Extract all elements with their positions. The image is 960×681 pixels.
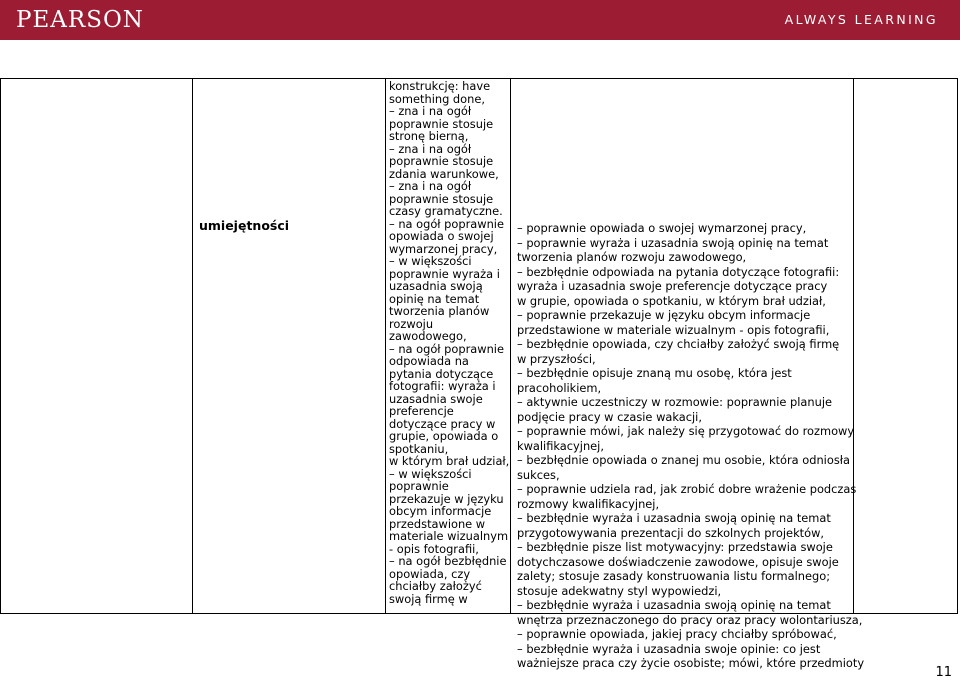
table-cell-row-label [192, 78, 386, 614]
pearson-header-bar [0, 0, 960, 40]
header-tagline: ALWAYS LEARNING [784, 12, 938, 27]
pearson-logo: PEARSON [16, 7, 144, 33]
column-2-text: konstrukcję: have something done, – zna i na ogół poprawnie stosuje stronę bierną, – zna i na ogół poprawnie stosuje zdania warunkowe, – zna i na ogół poprawnie stosuje czasy gramatyczne. – na ogół poprawnie opowiada o swojej wymarzonej pracy, – w większości poprawnie wyraża i uzasadnia swoją opinię na temat tworzenia planów rozwoju zawodowego, – na ogół poprawnie odpowiada na pytania dotyczące fotografii: wyraża i uzasadnia swoje preferencje dotyczące pracy w grupie, opowiada o spotkaniu, w którym brał udział, – w większości poprawnie przekazuje w języku obcym informacje przedstawione w materiale wizualnym - opis fotografii, – na ogół bezbłędnie opowiada, czy chciałby założyć swoją firmę w [389, 79, 510, 606]
table-cell-empty-right [853, 78, 958, 614]
page-number: 11 [935, 665, 952, 680]
table-cell-empty-left [0, 78, 193, 614]
row-label-skills: umiejętności [199, 218, 290, 233]
column-3-text: – poprawnie opowiada o swojej wymarzonej pracy, – poprawnie wyraża i uzasadnia swoją opinię na temat tworzenia planów rozwoju zawodowego, – bezbłędnie odpowiada na pytania dotyczące fotografii: wyraża i uzasadnia swoje preferencje dotyczące pracy w grupie, opowiada o spotkaniu, w którym brał udział, – poprawnie przekazuje w języku obcym informacje przedstawione w materiale wizualnym - opis fotografii, – bezbłędnie opowiada, czy chciałby założyć swoją firmę w przyszłości, – bezbłędnie opisuje znaną mu osobę, która jest pracoholikiem, – aktywnie uczestniczy w rozmowie: poprawnie planuje podjęcie pracy w czasie wakacji, – poprawnie mówi, jak należy się przygotować do rozmowy kwalifikacyjnej, – bezbłędnie opowiada o znanej mu osobie, która odniosła sukces, – poprawnie udziela rad, jak zrobić dobre wrażenie podczas rozmowy kwalifikacyjnej, – bezbłędnie wyraża i uzasadnia swoją opinię na temat przygotowywania prezentacji do szkolnych projektów, – bezbłędnie pisze list motywacyjny: przedstawia swoje dotychczasowe doświadczenie zawodowe, opisuje swoje zalety; stosuje zasady konstruowania listu formalnego; stosuje adekwatny styl wypowiedzi, – bezbłędnie wyraża i uzasadnia swoją opinię na temat wnętrza przeznaczonego do pracy oraz pracy wolontariusza, – poprawnie opowiada, jakiej pracy chciałby spróbować, – bezbłędnie wyraża i uzasadnia swoje opinie: co jest ważniejsze praca czy życie osobiste; mówi, które przedmioty [517, 221, 865, 670]
